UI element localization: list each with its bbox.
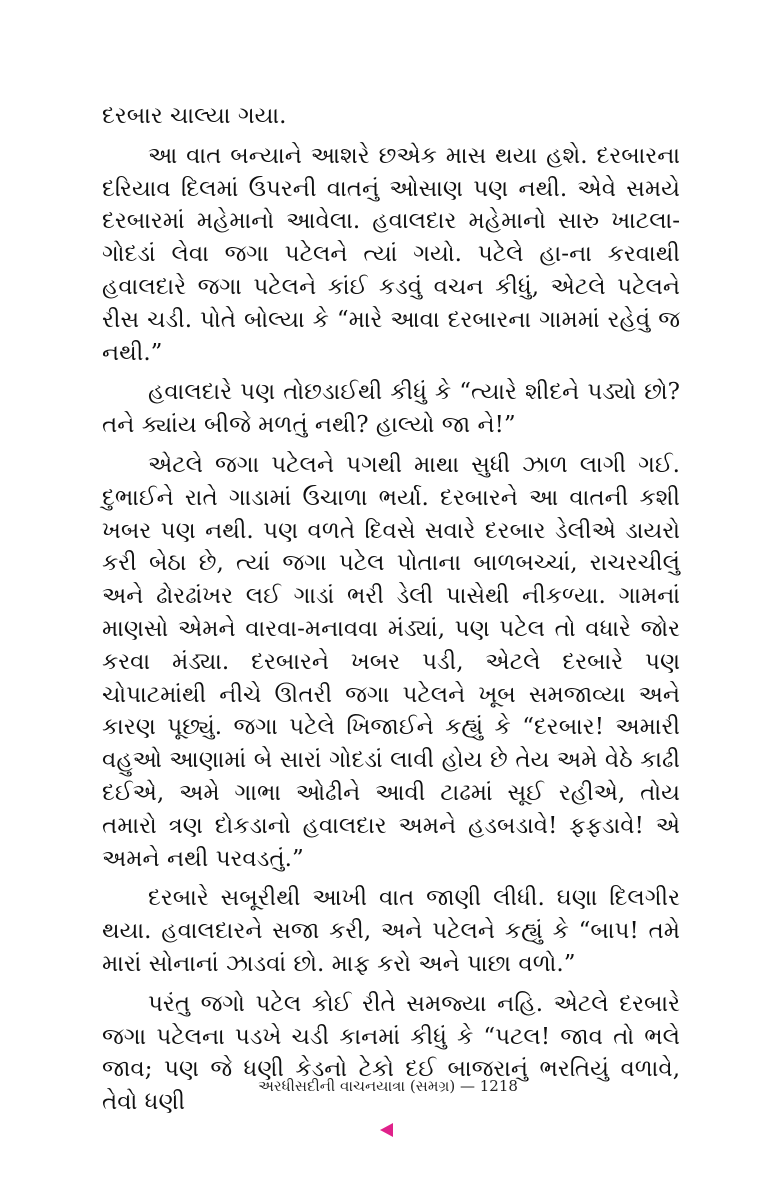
paragraph-5: દરબારે સબૂરીથી આખી વાત જાણી લીધી. ઘણા દિલગીર થયા. હવાલદારને સજા કરી, અને પટેલને કહ્યું કે “બાપ! તમે મારાં સોનાનાં ઝાડવાં છો. માફ કરો અને પાછા વળો.” xyxy=(102,885,680,977)
paragraph-1: દરબાર ચાલ્યા ગયા. xyxy=(102,103,287,129)
paragraph-2: આ વાત બન્યાને આશરે છએક માસ થયા હશે. દરબારના દરિયાવ દિલમાં ઉપરની વાતનું ઓસાણ પણ નથી. એવે સમયે દરબારમાં મહેમાનો આવેલા. હવાલદાર મહેમાનો સારુ ખાટલા-ગોદડાં લેવા જગા પટેલને ત્યાં ગયો. પટેલે હા-ના કરવાથી હવાલદારે જગા પટેલને કાંઈ કડવું વચન કીધું, એટલે પટેલને રીસ ચડી. પોતે બોલ્યા કે “મારે આવા દરબારના ગામમાં રહેવું જ નથી.” xyxy=(102,142,680,366)
previous-page-icon[interactable] xyxy=(380,1123,393,1137)
paragraph-3: હવાલદારે પણ તોછડાઈથી કીધું કે “ત્યારે શીદને પડ્યો છો? તને ક્યાંય બીજે મળતું નથી? હાલ્યો જા ને!” xyxy=(102,379,680,439)
page-body-text xyxy=(102,100,680,1126)
page-footer: અરધીસદીની વાચનયાત્રા (સમગ્ર) — 1218 xyxy=(258,1077,518,1095)
paragraph-4: એટલે જગા પટેલને પગથી માથા સુધી ઝાળ લાગી ગઈ. દુભાઈને રાતે ગાડામાં ઉચાળા ભર્યા. દરબારને આ વાતની કશી ખબર પણ નથી. પણ વળતે દિવસે સવારે દરબાર ડેલીએ ડાયરો કરી બેઠા છે, ત્યાં જગા પટેલ પોતાના બાળબચ્ચાં, રાચરચીલું અને ઢોરઢાંખર લઈ ગાડાં ભરી ડેલી પાસેથી નીકળ્યા. ગામનાં માણસો એમને વારવા-મનાવવા મંડ્યાં, પણ પટેલ તો વધારે જોર કરવા મંડ્યા. દરબારને ખબર પડી, એટલે દરબારે પણ ચોપાટમાંથી નીચે ઊતરી જગા પટેલને ખૂબ સમજાવ્યા અને કારણ પૂછ્યું. જગા પટેલે ખિજાઈને કહ્યું કે “દરબાર! અમારી વહુઓ આણામાં બે સારાં ગોદડાં લાવી હોય છે તેય અમે વેઠે કાઢી દઈએ, અમે ગાભા ઓઢીને આવી ટાઢમાં સૂઈ રહીએ, તોય તમારો ત્રણ દોકડાનો હવાલદાર અમને હડબડાવે! ફફડાવે! એ અમને નથી પરવડતું.” xyxy=(102,451,680,872)
paragraph-6: પરંતુ જગો પટેલ કોઈ રીતે સમજ્યા નહિ. એટલે દરબારે જગા પટેલના પડખે ચડી કાનમાં કીધું કે “પટલ! જાવ તો ભલે જાવ; પણ જે ધણી કેડનો ટેકો દઈ બાજરાનું ભરતિયું વળાવે, તેવો ધણી xyxy=(102,990,680,1116)
